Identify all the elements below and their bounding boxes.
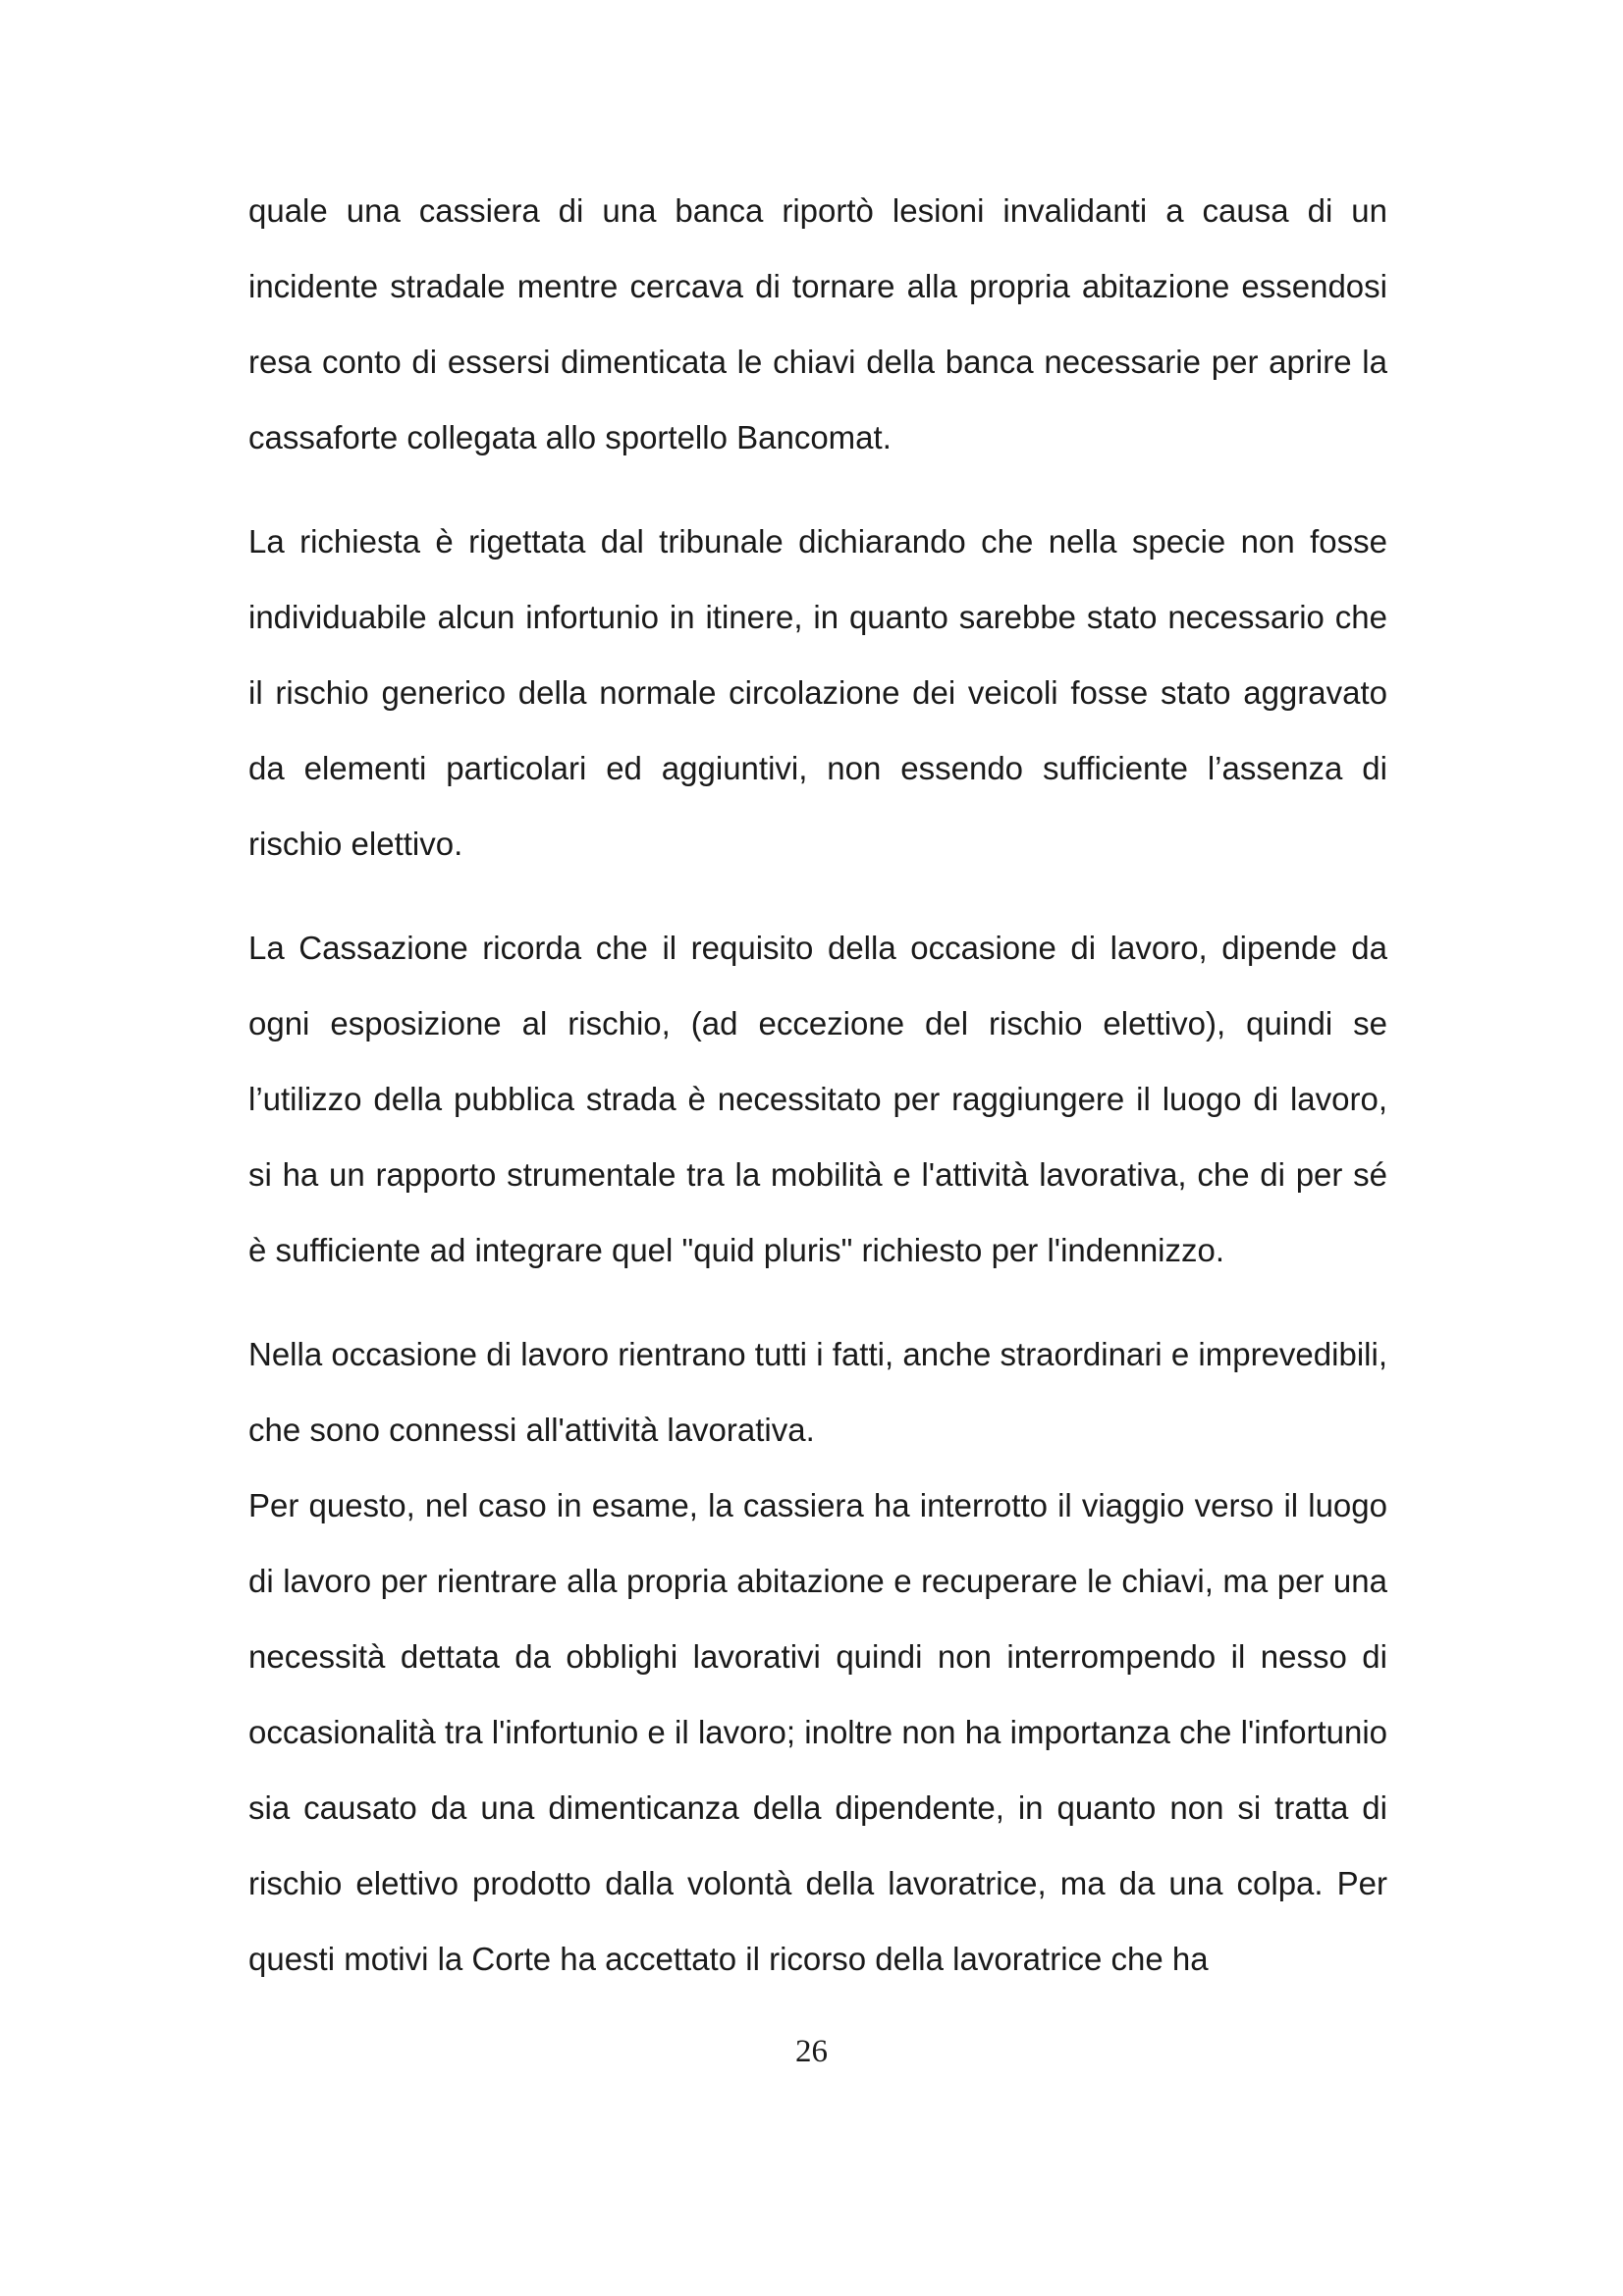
paragraph-3: La Cassazione ricorda che il requisito della occasione di lavoro, dipende da ogni esposizione al rischio, (ad eccezione del rischio elettivo), quindi se l’utilizzo della pubblica strada è necessitato per raggiungere il luogo di lavoro, si ha un rapporto strumentale tra la mobilità e l'attività lavorativa, che di per sé è sufficiente ad integrare quel "quid pluris" richiesto per l'indennizzo. xyxy=(248,930,1387,1268)
body-text xyxy=(248,173,1387,1997)
page-number: 26 xyxy=(795,2034,828,2069)
paragraph-1: quale una cassiera di una banca riportò lesioni invalidanti a causa di un incidente stradale mentre cercava di tornare alla propria abitazione essendosi resa conto di essersi dimenticata le chiavi della banca necessarie per aprire la cassaforte collegata allo sportello Bancomat. xyxy=(248,192,1387,455)
paragraph-2: La richiesta è rigettata dal tribunale dichiarando che nella specie non fosse individuabile alcun infortunio in itinere, in quanto sarebbe stato necessario che il rischio generico della normale circolazione dei veicoli fosse stato aggravato da elementi particolari ed aggiuntivi, non essendo sufficiente l’assenza di rischio elettivo. xyxy=(248,523,1387,862)
paragraph-4: Nella occasione di lavoro rientrano tutti i fatti, anche straordinari e imprevedibili, che sono connessi all'attività lavorativa. xyxy=(248,1336,1387,1448)
paragraph-5: Per questo, nel caso in esame, la cassiera ha interrotto il viaggio verso il luogo di lavoro per rientrare alla propria abitazione e recuperare le chiavi, ma per una necessità dettata da obblighi lavorativi quindi non interrompendo il nesso di occasionalità tra l'infortunio e il lavoro; inoltre non ha importanza che l'infortunio sia causato da una dimenticanza della dipendente, in quanto non si tratta di rischio elettivo prodotto dalla volontà della lavoratrice, ma da una colpa. Per questi motivi la Corte ha accettato il ricorso della lavoratrice che ha xyxy=(248,1487,1387,1977)
